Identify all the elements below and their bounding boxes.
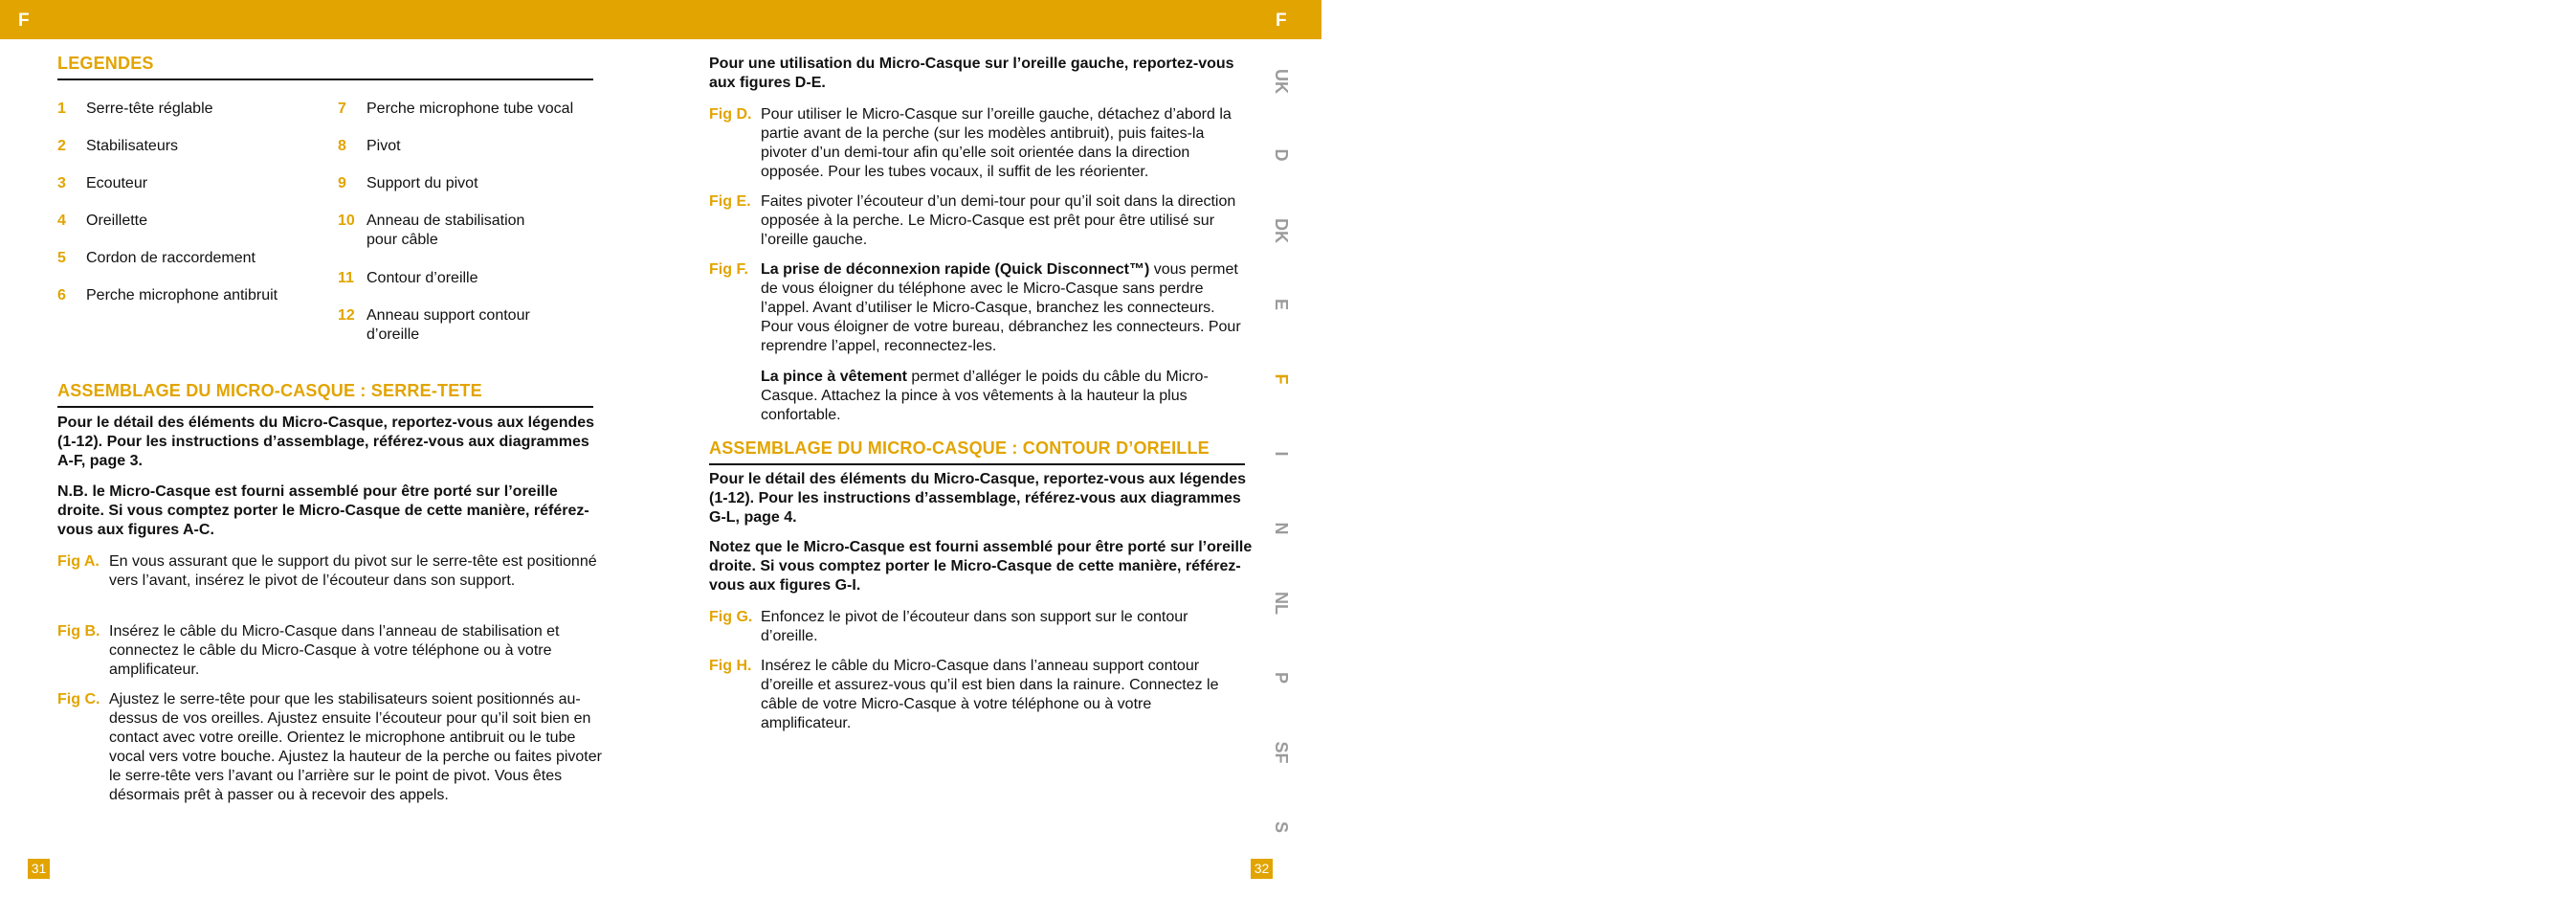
legend-text: Anneau support contour d’oreille: [366, 307, 530, 343]
legend-item: [57, 100, 344, 121]
serre-tete-title: ASSEMBLAGE DU MICRO-CASQUE : SERRE-TETE: [57, 381, 593, 408]
fig-text: Insérez le câble du Micro-Casque dans l’anneau de stabilisation et connectez le câble du Micro-Casque à votre téléphone ou à votre amplificateur.: [109, 623, 560, 678]
fig-text: Faites pivoter l’écouteur d’un demi-tour pour qu’il soit dans la direction opposée à la perche. Le Micro-Casque est prêt pour être utilisé sur l’oreille gauche.: [761, 193, 1236, 248]
fig-text: Pour utiliser le Micro-Casque sur l’oreille gauche, détachez d’abord la partie avant de la perche (sur les modèles antibruit), puis faites-la pivoter d’un demi-tour afin qu’elle soit orientée dans la direction opposée. Pour les tubes vocaux, il suffit de les réorienter.: [761, 106, 1232, 180]
legend-item: [338, 306, 587, 348]
fig-e: [709, 192, 1245, 250]
language-tab-i[interactable]: I: [1272, 451, 1291, 457]
legend-item: [338, 100, 606, 121]
legend-number: 3: [57, 175, 66, 191]
legend-text: Pivot: [366, 138, 401, 154]
fig-text: Ajustez le serre-tête pour que les stabilisateurs soient positionnés au-dessus de vos oreilles. Ajustez ensuite l’écouteur pour qu’il soit bien en contact avec votre oreille. Orientez le microphone antibruit ou le tube vocal vers votre bouche. Ajustez la hauteur de la perche ou faites pivoter le serre-tête vers l’avant ou l’arrière sur le point de pivot. Vous êtes désormais prêt à passer ou à recevoir des appels.: [109, 691, 602, 803]
header-bar: [0, 0, 1321, 39]
legend-text: Cordon de raccordement: [86, 250, 255, 266]
language-tab-n[interactable]: N: [1272, 522, 1291, 535]
fig-rest-text: vous permet de vous éloigner du téléphone avec le Micro-Casque sans perdre l’appel. Avant d’utiliser le Micro-Casque, branchez les connecteurs. Pour vous éloigner de votre bureau, débranchez les connecteurs. Pour reprendre l’appel, reconnectez-les.: [761, 261, 1241, 354]
legend-item: [57, 137, 344, 158]
serre-tete-nb: N.B. le Micro-Casque est fourni assemblé pour être porté sur l’oreille droite. Si vous comptez porter le Micro-Casque de cette manière, référez-vous aux figures A-C.: [57, 483, 589, 538]
page-number-right: 32: [1251, 859, 1273, 879]
legend-number: 4: [57, 213, 66, 229]
contour-note: Notez que le Micro-Casque est fourni assemblé pour être porté sur l’oreille droite. Si vous comptez porter le Micro-Casque de cette manière, référez-vous aux figures G-I.: [709, 539, 1253, 594]
legend-number: 1: [57, 101, 66, 117]
legend-text: Support du pivot: [366, 175, 478, 191]
legend-item: [338, 269, 606, 290]
serre-tete-intro: Pour le détail des éléments du Micro-Casque, reportez-vous aux légendes (1-12). Pour les instructions d’assemblage, référez-vous aux diagrammes A-F, page 3.: [57, 415, 595, 469]
fig-text: [761, 260, 1245, 356]
legend-number: 9: [338, 175, 346, 191]
pince-bold-text: La pince à vêtement: [761, 369, 907, 385]
fig-h: [709, 657, 1245, 733]
fig-text: Insérez le câble du Micro-Casque dans l’anneau support contour d’oreille et assurez-vous qu’il est bien dans la rainure. Connectez le câble de votre Micro-Casque à votre téléphone ou à votre amplificateur.: [761, 658, 1219, 731]
fig-label: Fig E.: [709, 193, 751, 210]
language-tab-uk[interactable]: UK: [1272, 69, 1291, 94]
legend-item: [57, 286, 344, 307]
fig-label: Fig H.: [709, 658, 752, 674]
legendes-title: LEGENDES: [57, 54, 593, 80]
pince-paragraph: [709, 368, 1245, 425]
legend-item: [57, 212, 344, 233]
fig-a: [57, 552, 603, 591]
language-tab-dk[interactable]: DK: [1272, 218, 1291, 243]
legend-item: [338, 212, 587, 254]
fig-d: [709, 105, 1245, 182]
legend-text: Stabilisateurs: [86, 138, 179, 154]
fig-label: Fig C.: [57, 691, 100, 707]
fig-label: Fig G.: [709, 609, 753, 625]
language-tab-sf[interactable]: SF: [1272, 741, 1291, 764]
language-tab-s[interactable]: S: [1272, 820, 1291, 833]
legend-text: Contour d’oreille: [366, 270, 478, 286]
page-number-left: 31: [28, 859, 50, 879]
legend-number: 5: [57, 250, 66, 266]
legend-item: [338, 174, 606, 195]
fig-text: Enfoncez le pivot de l’écouteur dans son support sur le contour d’oreille.: [761, 609, 1188, 644]
fig-f: [709, 260, 1245, 356]
contour-title: ASSEMBLAGE DU MICRO-CASQUE : CONTOUR D’OREILLE: [709, 438, 1245, 465]
legend-number: 2: [57, 138, 66, 154]
fig-label: Fig D.: [709, 106, 752, 123]
legend-text: Ecouteur: [86, 175, 148, 191]
legend-number: 11: [338, 270, 354, 286]
fig-text: [761, 368, 1245, 425]
fig-b: [57, 622, 603, 680]
legend-text: Serre-tête réglable: [86, 101, 213, 117]
gauche-intro: Pour une utilisation du Micro-Casque sur l’oreille gauche, reportez-vous aux figures D-E.: [709, 56, 1234, 91]
language-tab-f[interactable]: F: [1272, 373, 1291, 385]
legend-number: 10: [338, 213, 355, 229]
language-tab-p[interactable]: P: [1272, 671, 1291, 684]
header-right-letter: F: [1276, 11, 1287, 31]
legend-number: 6: [57, 287, 66, 303]
language-tab-d[interactable]: D: [1272, 148, 1291, 162]
fig-c: [57, 690, 603, 805]
language-tab-e[interactable]: E: [1272, 298, 1291, 310]
pince-rest-text: permet d’alléger le poids du câble du Micro-Casque. Attachez la pince à vos vêtements à la hauteur la plus confortable.: [761, 369, 1209, 423]
legend-number: 12: [338, 307, 355, 324]
fig-label: Fig A.: [57, 553, 100, 570]
legend-number: 8: [338, 138, 346, 154]
legend-text: Perche microphone tube vocal: [366, 101, 574, 117]
fig-text: En vous assurant que le support du pivot sur le serre-tête est positionné vers l’avant, insérez le pivot de l’écouteur dans son support.: [109, 553, 597, 589]
legend-item: [57, 249, 344, 270]
contour-intro: Pour le détail des éléments du Micro-Casque, reportez-vous aux légendes (1-12). Pour les instructions d’assemblage, référez-vous aux diagrammes G-L, page 4.: [709, 471, 1247, 526]
fig-g: [709, 608, 1245, 646]
legend-text: Anneau de stabilisation pour câble: [366, 213, 525, 248]
header-left-letter: F: [18, 11, 30, 31]
legend-text: Oreillette: [86, 213, 148, 229]
fig-bold-text: La prise de déconnexion rapide (Quick Disconnect™): [761, 261, 1150, 278]
language-tab-nl[interactable]: NL: [1272, 592, 1291, 615]
legend-item: [338, 137, 606, 158]
legend-number: 7: [338, 101, 346, 117]
legend-text: Perche microphone antibruit: [86, 287, 278, 303]
fig-label: Fig B.: [57, 623, 100, 640]
fig-label: Fig F.: [709, 261, 748, 278]
legend-item: [57, 174, 344, 195]
